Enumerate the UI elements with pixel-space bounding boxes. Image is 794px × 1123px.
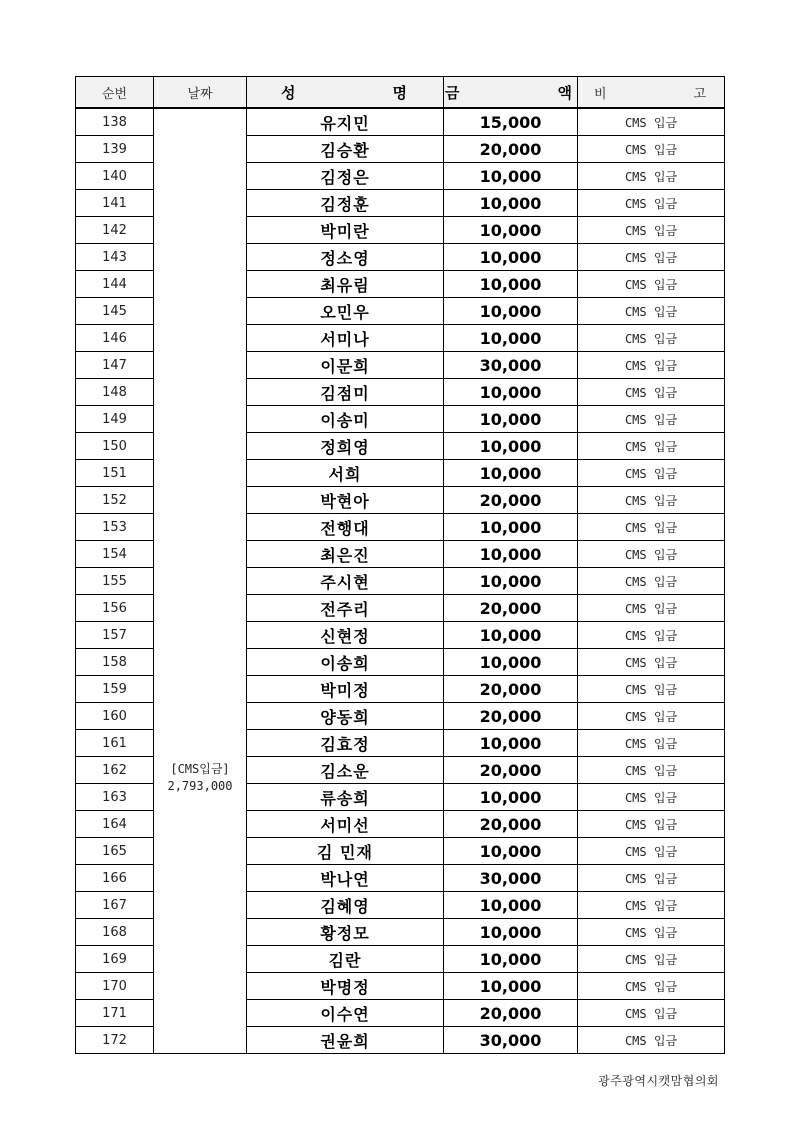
donation-amount: 10,000 xyxy=(444,163,578,190)
header-seq: 순번 xyxy=(76,77,154,109)
payment-note: CMS 입금 xyxy=(578,108,725,136)
donor-name: 신현정 xyxy=(247,622,444,649)
donation-amount: 20,000 xyxy=(444,757,578,784)
donor-name: 전주리 xyxy=(247,595,444,622)
donor-name: 박미정 xyxy=(247,676,444,703)
donation-amount: 10,000 xyxy=(444,541,578,568)
donor-name: 서미나 xyxy=(247,325,444,352)
donor-name: 서미선 xyxy=(247,811,444,838)
donor-name: 박나연 xyxy=(247,865,444,892)
header-name xyxy=(247,77,444,109)
payment-note: CMS 입금 xyxy=(578,811,725,838)
donation-amount: 20,000 xyxy=(444,676,578,703)
row-number: 165 xyxy=(76,838,154,865)
donor-name: 최은진 xyxy=(247,541,444,568)
donor-name: 정소영 xyxy=(247,244,444,271)
payment-note: CMS 입금 xyxy=(578,568,725,595)
row-number: 140 xyxy=(76,163,154,190)
date-group-line2: 2,793,000 xyxy=(167,779,233,793)
donor-name: 박현아 xyxy=(247,487,444,514)
header-name-part1: 성 xyxy=(281,83,296,102)
payment-note: CMS 입금 xyxy=(578,784,725,811)
donation-amount: 10,000 xyxy=(444,271,578,298)
header-amount-part1: 금 xyxy=(445,83,460,102)
payment-note: CMS 입금 xyxy=(578,217,725,244)
payment-note: CMS 입금 xyxy=(578,838,725,865)
donor-name: 오민우 xyxy=(247,298,444,325)
donor-name: 이송희 xyxy=(247,649,444,676)
payment-note: CMS 입금 xyxy=(578,163,725,190)
donation-amount: 10,000 xyxy=(444,460,578,487)
donation-amount: 20,000 xyxy=(444,703,578,730)
donation-amount: 10,000 xyxy=(444,838,578,865)
donation-amount: 10,000 xyxy=(444,244,578,271)
payment-note: CMS 입금 xyxy=(578,487,725,514)
donation-amount: 10,000 xyxy=(444,730,578,757)
payment-note: CMS 입금 xyxy=(578,865,725,892)
row-number: 162 xyxy=(76,757,154,784)
payment-note: CMS 입금 xyxy=(578,433,725,460)
payment-note: CMS 입금 xyxy=(578,703,725,730)
donor-name: 유지민 xyxy=(247,108,444,136)
row-number: 146 xyxy=(76,325,154,352)
row-number: 142 xyxy=(76,217,154,244)
header-name-part2: 명 xyxy=(392,83,407,102)
row-number: 153 xyxy=(76,514,154,541)
date-group-label xyxy=(154,109,246,795)
row-number: 168 xyxy=(76,919,154,946)
donation-amount: 10,000 xyxy=(444,919,578,946)
row-number: 166 xyxy=(76,865,154,892)
donation-amount: 10,000 xyxy=(444,649,578,676)
donor-name: 김소운 xyxy=(247,757,444,784)
donation-amount: 20,000 xyxy=(444,595,578,622)
row-number: 149 xyxy=(76,406,154,433)
donor-name: 김정은 xyxy=(247,163,444,190)
donation-amount: 20,000 xyxy=(444,136,578,163)
row-number: 158 xyxy=(76,649,154,676)
header-date: 날짜 xyxy=(154,77,247,109)
donor-name: 김효정 xyxy=(247,730,444,757)
row-number: 170 xyxy=(76,973,154,1000)
row-number: 161 xyxy=(76,730,154,757)
payment-note: CMS 입금 xyxy=(578,541,725,568)
payment-note: CMS 입금 xyxy=(578,892,725,919)
donor-name: 박명정 xyxy=(247,973,444,1000)
donation-amount: 10,000 xyxy=(444,298,578,325)
donation-amount: 30,000 xyxy=(444,352,578,379)
donor-name: 서희 xyxy=(247,460,444,487)
payment-note: CMS 입금 xyxy=(578,352,725,379)
donation-amount: 20,000 xyxy=(444,487,578,514)
header-amount xyxy=(444,77,578,109)
donor-name: 양동희 xyxy=(247,703,444,730)
payment-note: CMS 입금 xyxy=(578,406,725,433)
donation-amount: 10,000 xyxy=(444,406,578,433)
donation-amount: 10,000 xyxy=(444,379,578,406)
donor-name: 김혜영 xyxy=(247,892,444,919)
donation-amount: 10,000 xyxy=(444,784,578,811)
donation-amount: 10,000 xyxy=(444,568,578,595)
donor-name: 권윤희 xyxy=(247,1027,444,1054)
row-number: 164 xyxy=(76,811,154,838)
donor-name: 김 민재 xyxy=(247,838,444,865)
donor-name: 김승환 xyxy=(247,136,444,163)
row-number: 154 xyxy=(76,541,154,568)
row-number: 148 xyxy=(76,379,154,406)
donor-name: 김정훈 xyxy=(247,190,444,217)
table-body xyxy=(76,108,725,1054)
header-note xyxy=(578,77,725,109)
payment-note: CMS 입금 xyxy=(578,379,725,406)
payment-note: CMS 입금 xyxy=(578,298,725,325)
donor-name: 이수연 xyxy=(247,1000,444,1027)
row-number: 157 xyxy=(76,622,154,649)
donation-amount: 20,000 xyxy=(444,1000,578,1027)
donor-name: 주시현 xyxy=(247,568,444,595)
donation-amount: 10,000 xyxy=(444,433,578,460)
row-number: 172 xyxy=(76,1027,154,1054)
row-number: 141 xyxy=(76,190,154,217)
payment-note: CMS 입금 xyxy=(578,757,725,784)
donation-amount: 30,000 xyxy=(444,1027,578,1054)
donor-name: 황정모 xyxy=(247,919,444,946)
donation-amount: 10,000 xyxy=(444,946,578,973)
date-group-cell xyxy=(154,108,247,1054)
row-number: 147 xyxy=(76,352,154,379)
row-number: 163 xyxy=(76,784,154,811)
row-number: 150 xyxy=(76,433,154,460)
donation-amount: 15,000 xyxy=(444,108,578,136)
header-note-part1: 비 xyxy=(594,86,607,102)
payment-note: CMS 입금 xyxy=(578,136,725,163)
donation-amount: 30,000 xyxy=(444,865,578,892)
donation-amount: 10,000 xyxy=(444,892,578,919)
payment-note: CMS 입금 xyxy=(578,190,725,217)
organization-footer: 광주광역시캣맘협의회 xyxy=(598,1074,719,1088)
donation-amount: 10,000 xyxy=(444,217,578,244)
payment-note: CMS 입금 xyxy=(578,244,725,271)
donation-amount: 10,000 xyxy=(444,190,578,217)
row-number: 151 xyxy=(76,460,154,487)
donor-name: 전행대 xyxy=(247,514,444,541)
payment-note: CMS 입금 xyxy=(578,622,725,649)
payment-note: CMS 입금 xyxy=(578,460,725,487)
donation-amount: 10,000 xyxy=(444,622,578,649)
payment-note: CMS 입금 xyxy=(578,973,725,1000)
payment-note: CMS 입금 xyxy=(578,325,725,352)
payment-note: CMS 입금 xyxy=(578,1027,725,1054)
donor-name: 이문희 xyxy=(247,352,444,379)
row-number: 138 xyxy=(76,108,154,136)
row-number: 143 xyxy=(76,244,154,271)
row-number: 152 xyxy=(76,487,154,514)
payment-note: CMS 입금 xyxy=(578,676,725,703)
payment-note: CMS 입금 xyxy=(578,514,725,541)
donor-name: 정희영 xyxy=(247,433,444,460)
donation-amount: 20,000 xyxy=(444,811,578,838)
row-number: 171 xyxy=(76,1000,154,1027)
row-number: 155 xyxy=(76,568,154,595)
donation-table xyxy=(75,76,725,1054)
donor-name: 최유림 xyxy=(247,271,444,298)
donation-amount: 10,000 xyxy=(444,973,578,1000)
payment-note: CMS 입금 xyxy=(578,271,725,298)
row-number: 144 xyxy=(76,271,154,298)
donor-name: 김란 xyxy=(247,946,444,973)
donor-name: 이송미 xyxy=(247,406,444,433)
row-number: 159 xyxy=(76,676,154,703)
payment-note: CMS 입금 xyxy=(578,919,725,946)
row-number: 145 xyxy=(76,298,154,325)
row-number: 156 xyxy=(76,595,154,622)
row-number: 169 xyxy=(76,946,154,973)
header-note-part2: 고 xyxy=(693,86,706,102)
payment-note: CMS 입금 xyxy=(578,1000,725,1027)
donor-name: 류송희 xyxy=(247,784,444,811)
donor-name: 박미란 xyxy=(247,217,444,244)
donation-amount: 10,000 xyxy=(444,325,578,352)
donor-name: 김점미 xyxy=(247,379,444,406)
row-number: 139 xyxy=(76,136,154,163)
payment-note: CMS 입금 xyxy=(578,649,725,676)
row-number: 167 xyxy=(76,892,154,919)
payment-note: CMS 입금 xyxy=(578,595,725,622)
payment-note: CMS 입금 xyxy=(578,946,725,973)
payment-note: CMS 입금 xyxy=(578,730,725,757)
date-group-line1: [CMS입금] xyxy=(170,762,230,776)
donation-amount: 10,000 xyxy=(444,514,578,541)
row-number: 160 xyxy=(76,703,154,730)
header-row xyxy=(76,77,725,109)
table-row xyxy=(76,108,725,136)
header-amount-part2: 액 xyxy=(557,83,572,102)
